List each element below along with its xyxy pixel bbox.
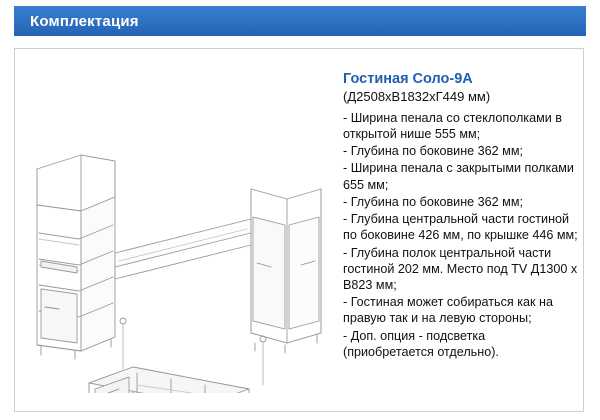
section-title: Комплектация: [30, 12, 139, 30]
list-item: - Гостиная может собираться как на правую так и на левую стороны;: [343, 295, 553, 326]
product-info: [343, 71, 579, 361]
list-item: - Доп. опция - подсветка (приобретается отдельно).: [343, 328, 499, 359]
list-item: - Глубина по боковине 362 мм;: [343, 144, 524, 159]
list-item: - Глубина по боковине 362 мм;: [343, 194, 524, 209]
product-title: Гостиная Соло-9А: [343, 71, 473, 87]
list-item: - Ширина пенала с закрытыми полками 655 мм;: [343, 161, 574, 192]
furniture-line-drawing: [19, 93, 341, 393]
list-item: - Ширина пенала со стеклополками в открытой нише 555 мм;: [343, 110, 562, 141]
content-card: [14, 48, 584, 412]
section-header-bar: [14, 6, 586, 36]
product-dimensions: (Д2508хВ1832хГ449 мм): [343, 89, 491, 105]
list-item: - Глубина центральной части гостиной по боковине 426 мм, по крышке 446 мм;: [343, 212, 578, 243]
list-item: - Глубина полок центральной части гостиной 202 мм. Место под TV Д1300 х В823 мм;: [343, 245, 578, 292]
product-feature-list: [343, 110, 579, 361]
